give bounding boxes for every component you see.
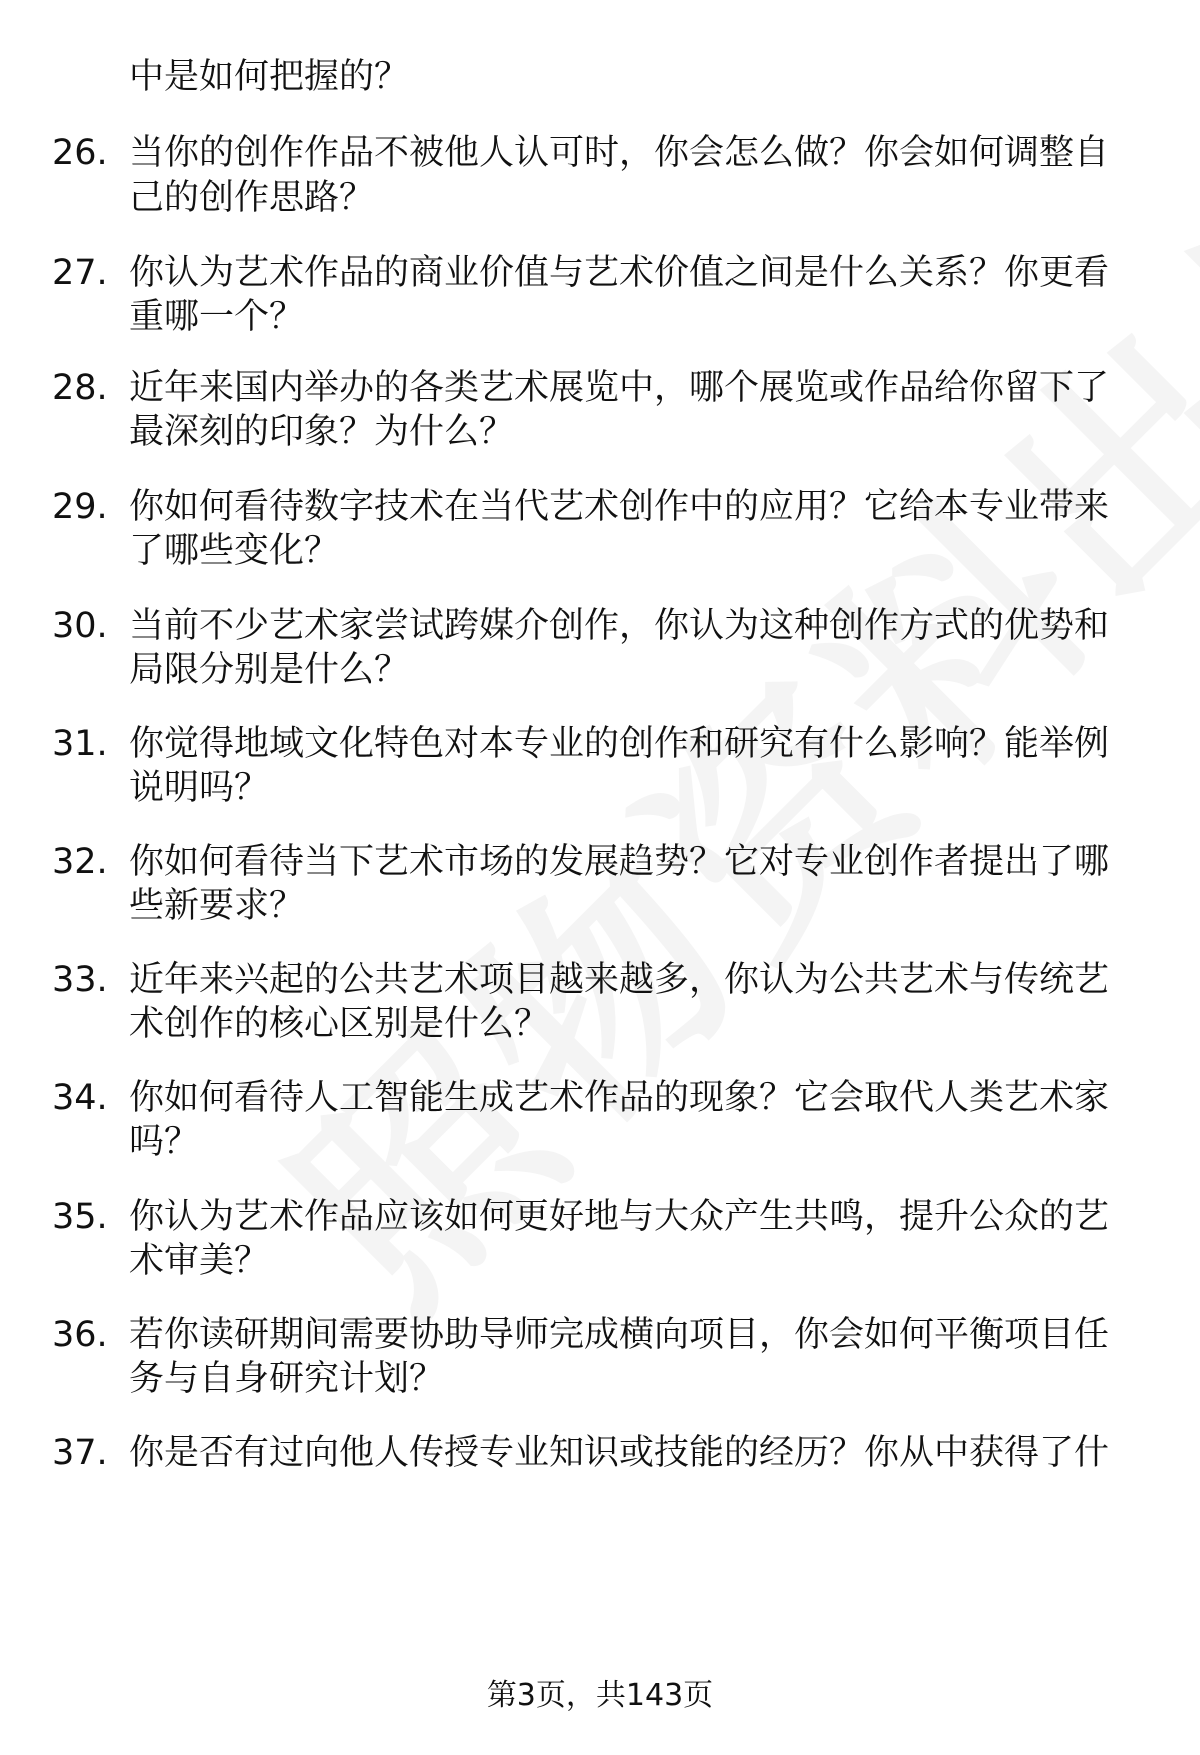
question-line: 你认为艺术作品应该如何更好地与大众产生共鸣，提升公众的艺 [129,1197,1110,1237]
question-line: 你如何看待当下艺术市场的发展趋势？它对专业创作者提出了哪 [129,842,1110,882]
question-line: 术创作的核心区别是什么？ [129,1004,550,1044]
question-line: 吗？ [129,1122,200,1162]
question-line: 最深刻的印象？为什么？ [129,412,515,452]
question-line: 你如何看待数字技术在当代艺术创作中的应用？它给本专业带来 [129,487,1110,527]
question-number: 32. [52,842,108,882]
question-line: 若你读研期间需要协助导师完成横向项目，你会如何平衡项目任 [129,1315,1110,1355]
question-line: 当前不少艺术家尝试跨媒介创作，你认为这种创作方式的优势和 [129,606,1110,646]
question-line: 近年来兴起的公共艺术项目越来越多，你认为公共艺术与传统艺 [129,960,1110,1000]
question-number: 28. [52,368,108,408]
question-line: 术审美？ [129,1241,270,1281]
question-line: 说明吗？ [129,768,270,808]
question-number: 29. [52,487,108,527]
question-line: 己的创作思路？ [129,178,375,218]
question-line: 你如何看待人工智能生成艺术作品的现象？它会取代人类艺术家 [129,1078,1110,1118]
question-line: 些新要求？ [129,886,305,926]
continuation-line: 中是如何把握的？ [129,57,410,97]
question-line: 你认为艺术作品的商业价值与艺术价值之间是什么关系？你更看 [129,253,1110,293]
question-number: 30. [52,606,108,646]
question-number: 34. [52,1078,108,1118]
question-line: 局限分别是什么？ [129,650,410,690]
question-line: 当你的创作作品不被他人认可时，你会怎么做？你会如何调整自 [129,133,1110,173]
question-line: 你觉得地域文化特色对本专业的创作和研究有什么影响？能举例 [129,724,1110,764]
question-number: 33. [52,960,108,1000]
page-footer: 第3页，共143页 [486,1678,714,1713]
question-line: 务与自身研究计划？ [129,1359,445,1399]
question-line: 近年来国内举办的各类艺术展览中，哪个展览或作品给你留下了 [129,368,1110,408]
question-line: 重哪一个？ [129,297,305,337]
question-line: 你是否有过向他人传授专业知识或技能的经历？你从中获得了什 [129,1433,1110,1473]
question-number: 26. [52,133,108,173]
question-number: 27. [52,253,108,293]
question-number: 37. [52,1433,108,1473]
question-line: 了哪些变化？ [129,531,340,571]
question-number: 35. [52,1197,108,1237]
question-number: 36. [52,1315,108,1355]
question-number: 31. [52,724,108,764]
